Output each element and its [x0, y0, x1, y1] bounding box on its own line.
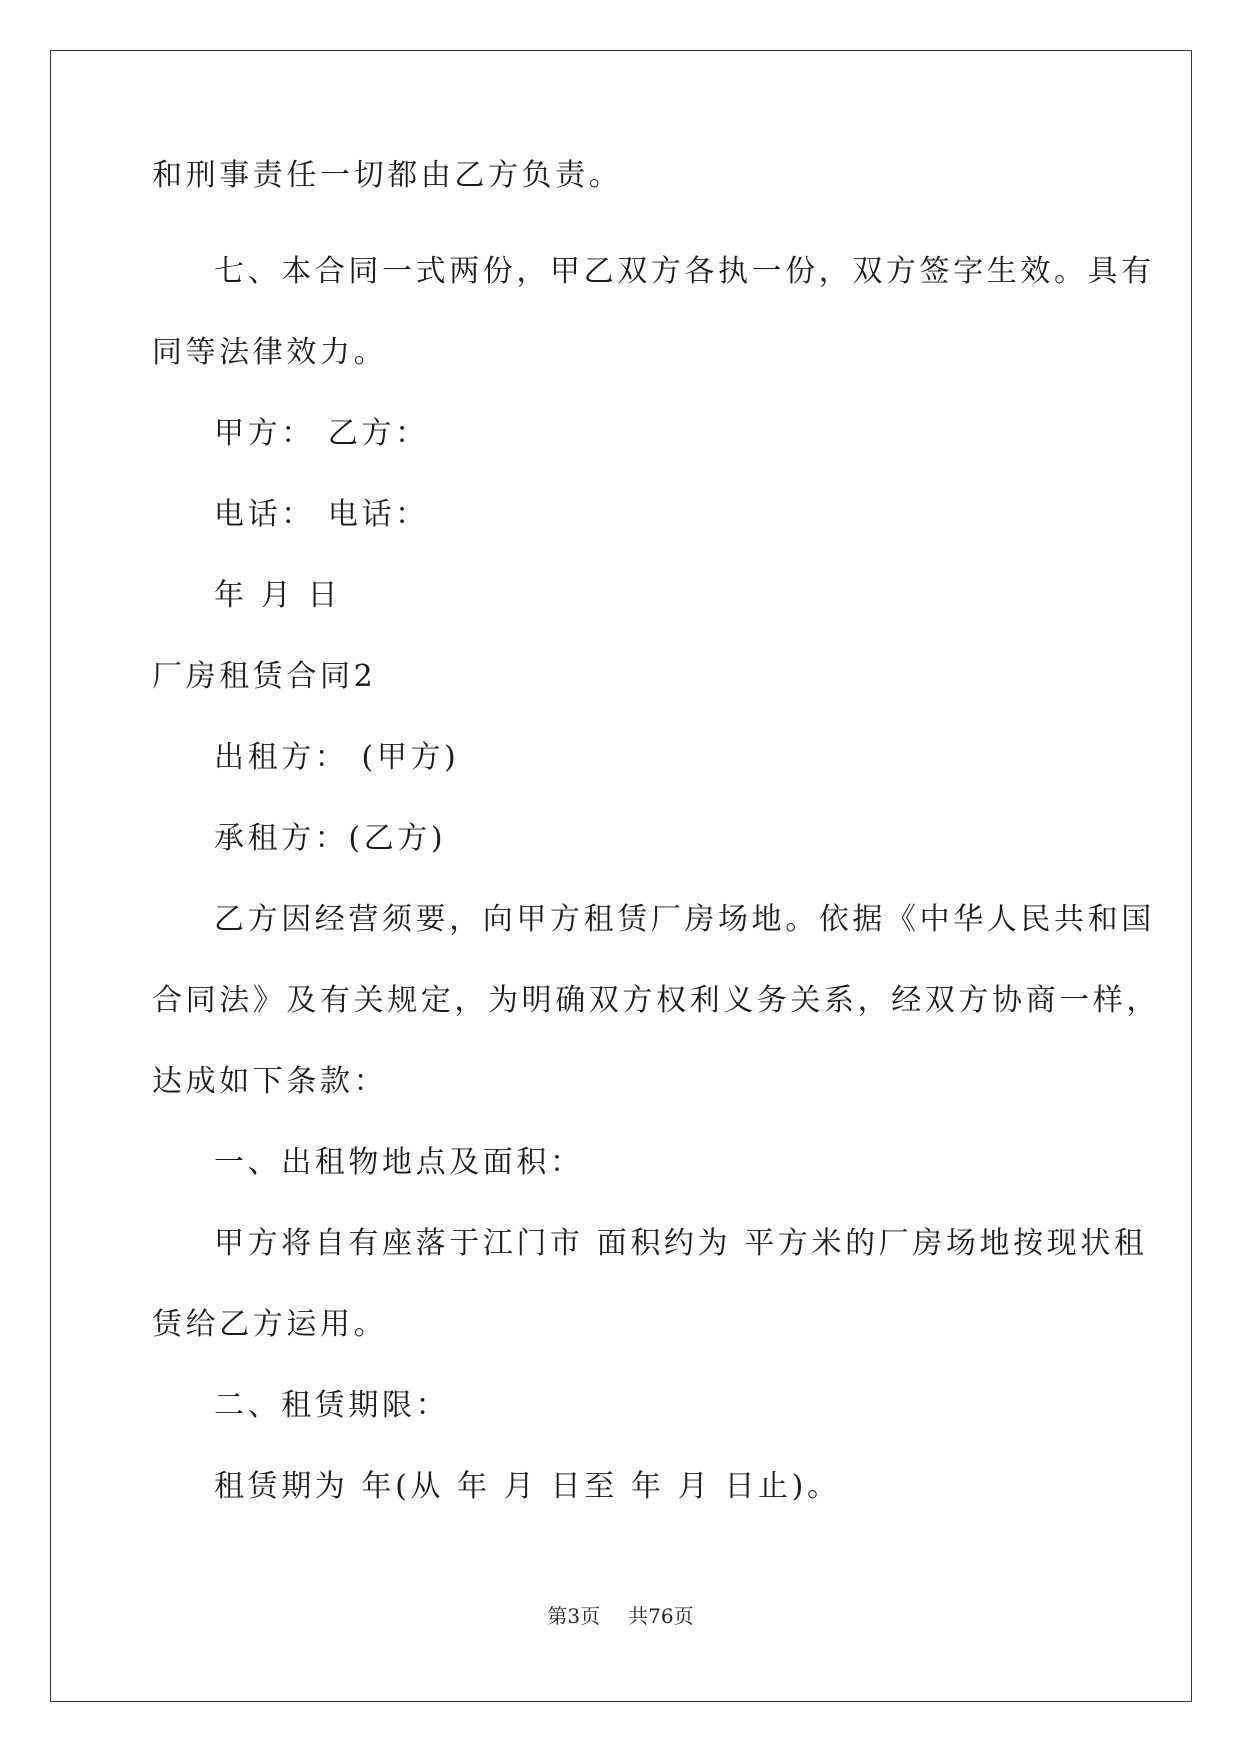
section-heading: 厂房租赁合同2 [152, 659, 377, 694]
body-line: 甲方： 乙方： [214, 416, 429, 451]
page-total: 共76页 [628, 1604, 694, 1628]
page-number: 第3页 [547, 1604, 601, 1628]
body-line: 租赁期为 年(从 年 月 日至 年 月 日止)。 [214, 1469, 841, 1504]
body-line: 出租方： (甲方) [214, 740, 460, 775]
body-line: 一、出租物地点及面积： [214, 1145, 584, 1180]
body-line: 七、本合同一式两份，甲乙双方各执一份，双方签字生效。具有 [214, 254, 1155, 289]
body-line: 年 月 日 [214, 578, 342, 613]
body-line: 同等法律效力。 [152, 335, 388, 370]
body-line: 甲方将自有座落于江门市 面积约为 平方米的厂房场地按现状租 [214, 1226, 1148, 1261]
body-line: 电话： 电话： [214, 497, 429, 532]
page-footer [0, 1604, 1241, 1628]
page-frame [50, 50, 1192, 1702]
body-line: 赁给乙方运用。 [152, 1307, 388, 1342]
body-line: 乙方因经营须要，向甲方租赁厂房场地。依据《中华人民共和国 [214, 902, 1155, 937]
body-line: 合同法》及有关规定，为明确双方权利义务关系，经双方协商一样， [152, 983, 1160, 1018]
body-line: 达成如下条款： [152, 1064, 388, 1099]
body-line: 二、租赁期限： [214, 1388, 450, 1423]
body-line: 承租方：(乙方) [214, 821, 447, 856]
body-line: 和刑事责任一切都由乙方负责。 [152, 158, 623, 193]
